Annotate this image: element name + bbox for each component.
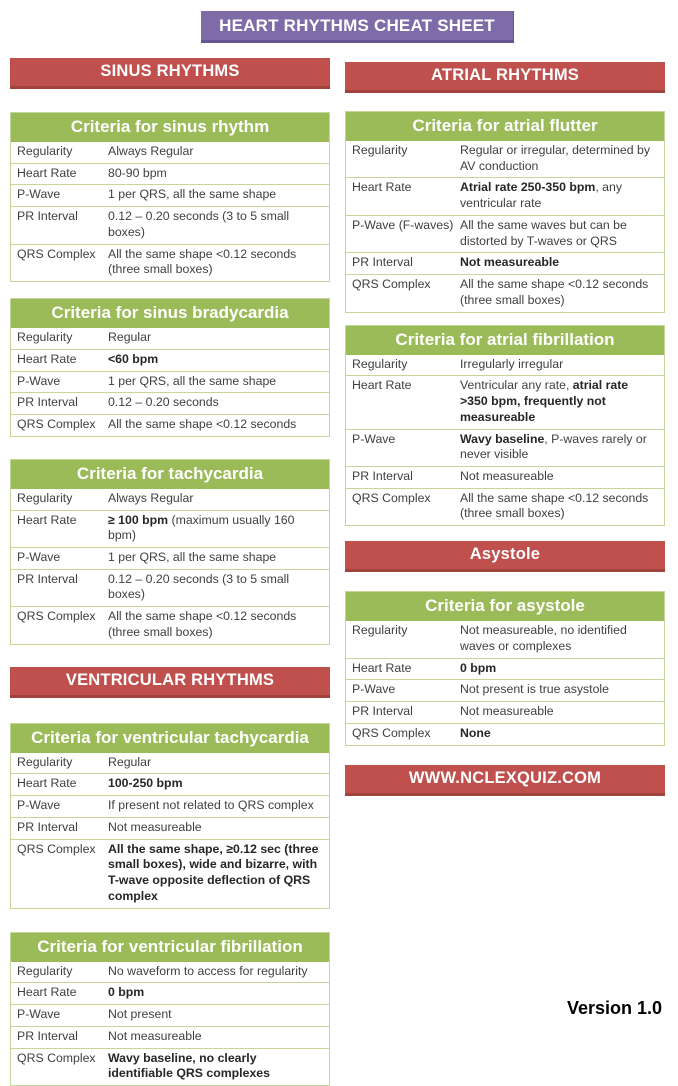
row-label: QRS Complex xyxy=(17,609,96,624)
value-text: 80-90 bpm xyxy=(108,165,167,180)
row-label: Regularity xyxy=(17,490,73,505)
table-row xyxy=(11,1004,329,1026)
row-value xyxy=(106,1049,329,1085)
table-row xyxy=(11,142,329,163)
table-row xyxy=(346,252,664,274)
table-row xyxy=(346,274,664,311)
value-text: All the same shape <0.12 seconds (three small boxes) xyxy=(460,277,649,307)
row-value xyxy=(106,185,329,206)
table-ventricular-tachycardia xyxy=(10,723,330,909)
value-text: , any ventricular rate xyxy=(460,180,622,211)
row-label: PR Interval xyxy=(17,571,78,586)
row-value xyxy=(106,840,329,908)
row-value xyxy=(458,680,664,701)
table-row xyxy=(346,679,664,701)
table-row xyxy=(346,488,664,525)
value-text-bold: ≥ 100 bpm xyxy=(108,512,169,527)
table-title: Criteria for ventricular fibrillation xyxy=(11,933,329,962)
row-value xyxy=(458,430,664,466)
value-text: Always Regular xyxy=(108,490,194,505)
table-row xyxy=(11,753,329,774)
row-value xyxy=(106,774,329,795)
table-body xyxy=(346,621,664,744)
value-text: Not measureable xyxy=(108,819,202,834)
row-label: Heart Rate xyxy=(352,180,412,195)
table-title: Criteria for atrial fibrillation xyxy=(346,326,664,355)
row-value xyxy=(106,753,329,774)
row-value xyxy=(106,796,329,817)
row-value xyxy=(106,962,329,983)
row-label: P-Wave xyxy=(17,550,61,565)
row-value xyxy=(458,489,664,525)
row-value xyxy=(106,393,329,414)
row-value xyxy=(458,702,664,723)
row-value xyxy=(458,376,664,428)
table-body xyxy=(11,328,329,436)
value-text-bold: 0 bpm xyxy=(460,660,497,675)
value-text-bold: 100-250 bpm xyxy=(108,776,183,791)
table-body xyxy=(11,489,329,644)
value-text: Not measureable xyxy=(460,469,554,484)
table-row xyxy=(11,328,329,349)
table-title: Criteria for ventricular tachycardia xyxy=(11,724,329,753)
table-title: Criteria for asystole xyxy=(346,592,664,621)
table-title: Criteria for sinus bradycardia xyxy=(11,299,329,328)
row-label: Heart Rate xyxy=(17,776,77,791)
table-body xyxy=(346,141,664,312)
row-label: PR Interval xyxy=(17,395,78,410)
table-row xyxy=(11,349,329,371)
table-atrial-flutter xyxy=(345,111,665,313)
section-banner-atrial-rhythms: ATRIAL RHYTHMS xyxy=(345,62,665,93)
value-text: , P-waves rarely or never visible xyxy=(460,431,647,462)
table-row xyxy=(11,569,329,606)
right-column xyxy=(345,58,665,796)
row-label: Heart Rate xyxy=(352,660,412,675)
value-text: 0.12 – 0.20 seconds (3 to 5 small boxes) xyxy=(108,209,290,239)
table-row xyxy=(346,141,664,177)
table-tachycardia xyxy=(10,459,330,645)
table-sinus-rhythm xyxy=(10,112,330,282)
row-value xyxy=(458,621,664,657)
row-value xyxy=(106,1027,329,1048)
value-text: Regular or irregular, determined by AV conduction xyxy=(460,143,651,173)
row-label: Heart Rate xyxy=(352,378,412,393)
table-row xyxy=(11,244,329,281)
value-text: 0.12 – 0.20 seconds xyxy=(108,395,219,410)
row-value xyxy=(106,142,329,163)
value-text: All the same waves but can be distorted by T-waves or QRS xyxy=(460,217,627,248)
page-title: HEART RHYTHMS CHEAT SHEET xyxy=(201,11,514,43)
value-text: Not measureable xyxy=(460,704,554,719)
value-text: Not measureable, no identified waves or complexes xyxy=(460,623,627,653)
row-value xyxy=(106,570,329,606)
row-label: QRS Complex xyxy=(17,246,96,261)
value-text: All the same shape <0.12 seconds (three small boxes) xyxy=(108,609,297,639)
row-label: PR Interval xyxy=(352,255,413,270)
row-value xyxy=(458,659,664,680)
table-row xyxy=(346,177,664,214)
value-text: If present not related to QRS complex xyxy=(108,798,314,813)
table-row xyxy=(346,621,664,657)
row-label: P-Wave xyxy=(352,682,396,697)
table-row xyxy=(11,962,329,983)
row-label: Heart Rate xyxy=(17,985,77,1000)
value-text: Regular xyxy=(108,330,152,345)
row-label: Heart Rate xyxy=(17,165,77,180)
table-row xyxy=(11,982,329,1004)
value-text-bold: Atrial rate 250-350 bpm xyxy=(460,180,596,195)
cheat-sheet-page xyxy=(0,11,678,1081)
table-row xyxy=(346,215,664,252)
version-label: Version 1.0 xyxy=(566,998,662,1018)
row-value xyxy=(106,607,329,643)
row-value xyxy=(458,253,664,274)
row-label: QRS Complex xyxy=(352,725,431,740)
row-label: QRS Complex xyxy=(17,1050,96,1065)
table-row xyxy=(11,1026,329,1048)
table-row xyxy=(11,414,329,436)
table-row xyxy=(346,466,664,488)
table-row xyxy=(11,392,329,414)
table-row xyxy=(11,795,329,817)
value-text: All the same shape <0.12 seconds xyxy=(108,417,297,432)
value-text-bold: Wavy baseline, no clearly identifiable QRS complexes xyxy=(108,1050,270,1081)
table-ventricular-fibrillation xyxy=(10,932,330,1086)
row-label: Heart Rate xyxy=(17,512,77,527)
table-row xyxy=(346,701,664,723)
row-label: P-Wave xyxy=(17,798,61,813)
value-text-bold: <60 bpm xyxy=(108,351,159,366)
value-text: Not present is true asystole xyxy=(460,682,609,697)
row-value xyxy=(106,245,329,281)
row-label: Regularity xyxy=(17,754,73,769)
value-text: 1 per QRS, all the same shape xyxy=(108,550,277,565)
row-label: Regularity xyxy=(352,356,408,371)
value-text: (maximum usually 160 bpm) xyxy=(108,512,295,543)
section-banner-ventricular-rhythms: VENTRICULAR RHYTHMS xyxy=(10,667,330,698)
row-label: Regularity xyxy=(352,143,408,157)
table-row xyxy=(346,375,664,428)
row-value xyxy=(458,178,664,214)
row-label: Regularity xyxy=(17,330,73,345)
row-label: PR Interval xyxy=(17,1028,78,1043)
table-body xyxy=(11,753,329,908)
row-value xyxy=(458,141,664,177)
row-label: PR Interval xyxy=(17,819,78,834)
table-row xyxy=(11,510,329,547)
table-row xyxy=(11,817,329,839)
row-label: PR Interval xyxy=(352,704,413,719)
table-row xyxy=(346,658,664,680)
row-label: Regularity xyxy=(17,144,73,158)
row-label: Heart Rate xyxy=(17,351,77,366)
table-row xyxy=(11,547,329,569)
table-body xyxy=(11,142,329,281)
table-asystole xyxy=(345,591,665,745)
table-body xyxy=(11,962,329,1085)
row-value xyxy=(106,415,329,436)
table-row xyxy=(11,606,329,643)
value-text: All the same shape <0.12 seconds (three small boxes) xyxy=(108,246,297,277)
value-text: All the same shape <0.12 seconds (three small boxes) xyxy=(460,490,649,521)
row-label: QRS Complex xyxy=(17,841,96,856)
row-value xyxy=(106,1005,329,1026)
row-label: P-Wave xyxy=(352,431,396,446)
row-label: P-Wave xyxy=(17,373,61,388)
value-text: Not measureable xyxy=(108,1028,202,1043)
row-label: PR Interval xyxy=(352,469,413,484)
row-value xyxy=(458,275,664,311)
value-text: Always Regular xyxy=(108,144,194,158)
row-label: QRS Complex xyxy=(17,417,96,432)
row-value xyxy=(106,818,329,839)
value-text-bold: None xyxy=(460,725,491,740)
value-text-bold: All the same shape, ≥0.12 sec (three small boxes), wide and bizarre, with T-wave opposite deflection of QRS complex xyxy=(108,841,319,903)
row-value xyxy=(106,207,329,243)
table-title: Criteria for tachycardia xyxy=(11,460,329,489)
table-row xyxy=(11,489,329,510)
table-row xyxy=(11,773,329,795)
table-row xyxy=(11,371,329,393)
row-value xyxy=(106,350,329,371)
value-text: Ventricular any rate, xyxy=(460,378,573,393)
value-text: Not present xyxy=(108,1007,172,1022)
section-banner-sinus-rhythms: SINUS RHYTHMS xyxy=(10,58,330,89)
row-label: QRS Complex xyxy=(352,490,431,505)
table-row xyxy=(346,723,664,745)
row-label: QRS Complex xyxy=(352,277,431,292)
row-value xyxy=(106,548,329,569)
value-text: No waveform to access for regularity xyxy=(108,963,308,978)
table-body xyxy=(346,355,664,526)
table-row xyxy=(11,163,329,185)
row-label: P-Wave xyxy=(17,1007,61,1022)
value-text: 1 per QRS, all the same shape xyxy=(108,373,277,388)
value-text: 0.12 – 0.20 seconds (3 to 5 small boxes) xyxy=(108,571,290,602)
table-row xyxy=(346,355,664,376)
row-value xyxy=(106,489,329,510)
value-text-bold: atrial rate >350 bpm, frequently not measureable xyxy=(460,378,629,424)
section-banner-asystole: Asystole xyxy=(345,541,665,572)
table-row xyxy=(11,839,329,908)
left-column xyxy=(10,58,330,1086)
row-value xyxy=(458,355,664,376)
row-label: Regularity xyxy=(17,963,73,978)
value-text: Regular xyxy=(108,754,152,769)
table-row xyxy=(11,184,329,206)
row-value xyxy=(106,164,329,185)
row-value xyxy=(106,511,329,547)
row-label: P-Wave xyxy=(17,187,61,202)
table-row xyxy=(346,429,664,466)
row-value xyxy=(106,983,329,1004)
value-text: Irregularly irregular xyxy=(460,356,564,371)
table-row xyxy=(11,206,329,243)
value-text: 1 per QRS, all the same shape xyxy=(108,187,277,202)
row-value xyxy=(458,467,664,488)
table-atrial-fibrillation xyxy=(345,325,665,527)
value-text-bold: 0 bpm xyxy=(108,985,145,1000)
row-label: Regularity xyxy=(352,623,408,638)
columns-container xyxy=(0,43,678,1086)
table-row xyxy=(11,1048,329,1085)
row-value xyxy=(458,216,664,252)
row-value xyxy=(106,372,329,393)
row-value xyxy=(458,724,664,745)
table-sinus-bradycardia xyxy=(10,298,330,437)
table-title: Criteria for atrial flutter xyxy=(346,112,664,141)
row-value xyxy=(106,328,329,349)
value-text-bold: Wavy baseline xyxy=(460,431,545,446)
row-label: P-Wave (F-waves) xyxy=(352,217,454,232)
table-title: Criteria for sinus rhythm xyxy=(11,113,329,142)
website-banner: WWW.NCLEXQUIZ.COM xyxy=(345,765,665,796)
row-label: PR Interval xyxy=(17,209,78,224)
value-text-bold: Not measureable xyxy=(460,255,560,270)
